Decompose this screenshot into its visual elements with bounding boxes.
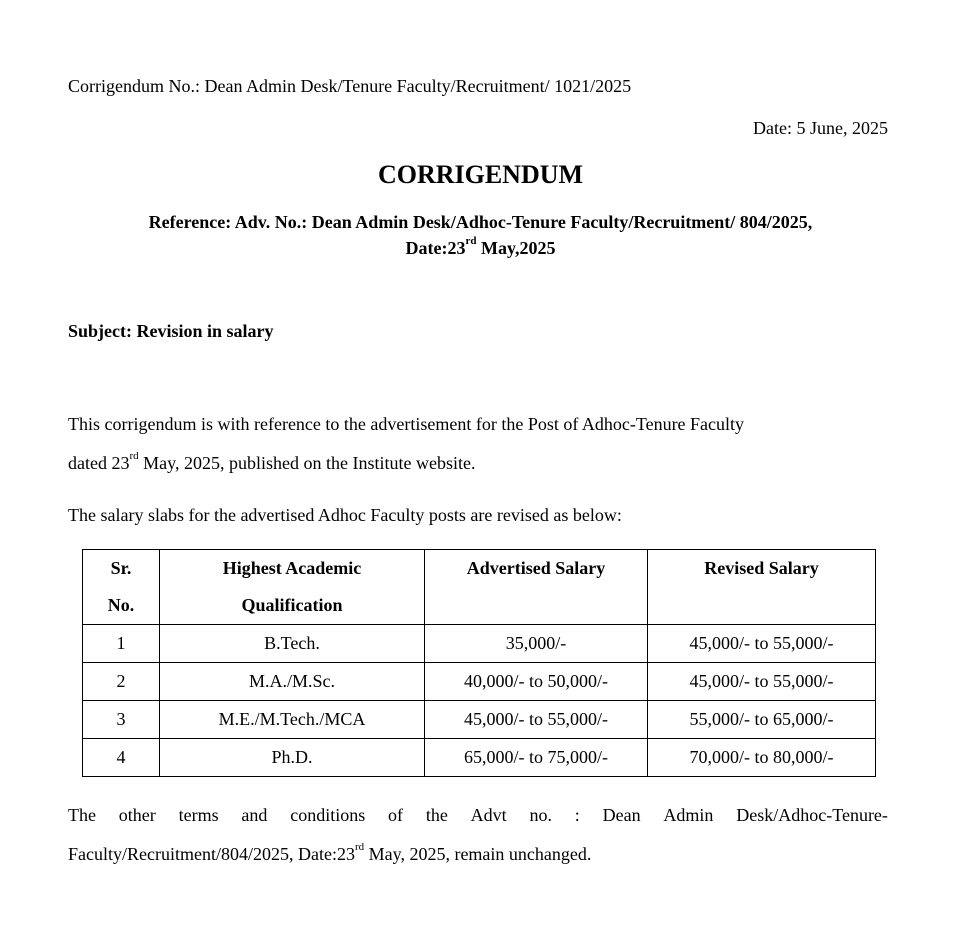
closing-word: : — [574, 805, 580, 825]
cell-sr: 2 — [83, 663, 160, 701]
cell-advertised: 65,000/- to 75,000/- — [425, 739, 648, 777]
table-row — [83, 739, 876, 777]
closing-word: Dean — [602, 805, 641, 825]
body-paragraph-1-line-1: This corrigendum is with reference to the advertisement for the Post of Adhoc-Tenure Faculty — [68, 414, 745, 434]
cell-revised: 45,000/- to 55,000/- — [648, 663, 876, 701]
header-sr-line-1: Sr. — [110, 558, 132, 578]
closing-word: other — [118, 805, 156, 825]
reference-date-post: May,2025 — [476, 238, 556, 258]
cell-revised: 55,000/- to 65,000/- — [648, 701, 876, 739]
header-qualification — [160, 550, 425, 625]
page-title: CORRIGENDUM — [377, 160, 584, 189]
cell-qualification: B.Tech. — [160, 625, 425, 663]
table-row — [83, 701, 876, 739]
cell-sr: 3 — [83, 701, 160, 739]
header-qual-line-1: Highest Academic — [222, 558, 362, 578]
table-row — [83, 663, 876, 701]
cell-qualification: Ph.D. — [160, 739, 425, 777]
closing-line-2 — [68, 841, 592, 865]
header-sr-no — [83, 550, 160, 625]
cell-qualification: M.A./M.Sc. — [160, 663, 425, 701]
closing-word: Desk/Adhoc-Tenure- — [736, 805, 888, 825]
closing-word: Advt — [470, 805, 507, 825]
closing-line-1 — [68, 805, 888, 826]
para1-post: May, 2025, published on the Institute website. — [138, 453, 476, 473]
reference-line-1: Reference: Adv. No.: Dean Admin Desk/Adhoc-Tenure Faculty/Recruitment/ 804/2025, — [148, 212, 813, 232]
table-header-row — [83, 550, 876, 625]
body-paragraph-1-line-2 — [68, 450, 476, 474]
header-qual-line-2: Qualification — [241, 595, 343, 615]
header-revised-salary: Revised Salary — [648, 550, 876, 625]
subject-line: Subject: Revision in salary — [68, 321, 274, 341]
closing-word: Admin — [663, 805, 714, 825]
cell-advertised: 45,000/- to 55,000/- — [425, 701, 648, 739]
reference-line-2 — [0, 235, 961, 259]
header-advertised-salary: Advertised Salary — [425, 550, 648, 625]
closing-pre: Faculty/Recruitment/804/2025, Date:23 — [68, 844, 355, 864]
cell-advertised: 35,000/- — [425, 625, 648, 663]
para1-pre: dated 23 — [68, 453, 130, 473]
para1-sup: rd — [129, 450, 139, 462]
reference-date-sup: rd — [465, 235, 477, 247]
closing-word: terms — [178, 805, 219, 825]
cell-qualification: M.E./M.Tech./MCA — [160, 701, 425, 739]
closing-word: and — [241, 805, 268, 825]
cell-sr: 1 — [83, 625, 160, 663]
corrigendum-number: Corrigendum No.: Dean Admin Desk/Tenure Faculty/Recruitment/ 1021/2025 — [68, 76, 632, 96]
body-paragraph-2: The salary slabs for the advertised Adhoc Faculty posts are revised as below: — [68, 505, 622, 525]
table-row — [83, 625, 876, 663]
closing-word: of — [388, 805, 404, 825]
document-date: Date: 5 June, 2025 — [753, 118, 888, 138]
cell-advertised: 40,000/- to 50,000/- — [425, 663, 648, 701]
cell-revised: 70,000/- to 80,000/- — [648, 739, 876, 777]
closing-sup: rd — [354, 841, 365, 853]
closing-word: The — [68, 805, 96, 825]
cell-revised: 45,000/- to 55,000/- — [648, 625, 876, 663]
salary-table — [82, 549, 876, 777]
header-sr-line-2: No. — [107, 595, 135, 615]
reference-date-pre: Date:23 — [405, 238, 466, 258]
cell-sr: 4 — [83, 739, 160, 777]
closing-word: no. — [529, 805, 552, 825]
closing-word: the — [425, 805, 448, 825]
closing-post: May, 2025, remain unchanged. — [364, 844, 592, 864]
closing-word: conditions — [290, 805, 366, 825]
